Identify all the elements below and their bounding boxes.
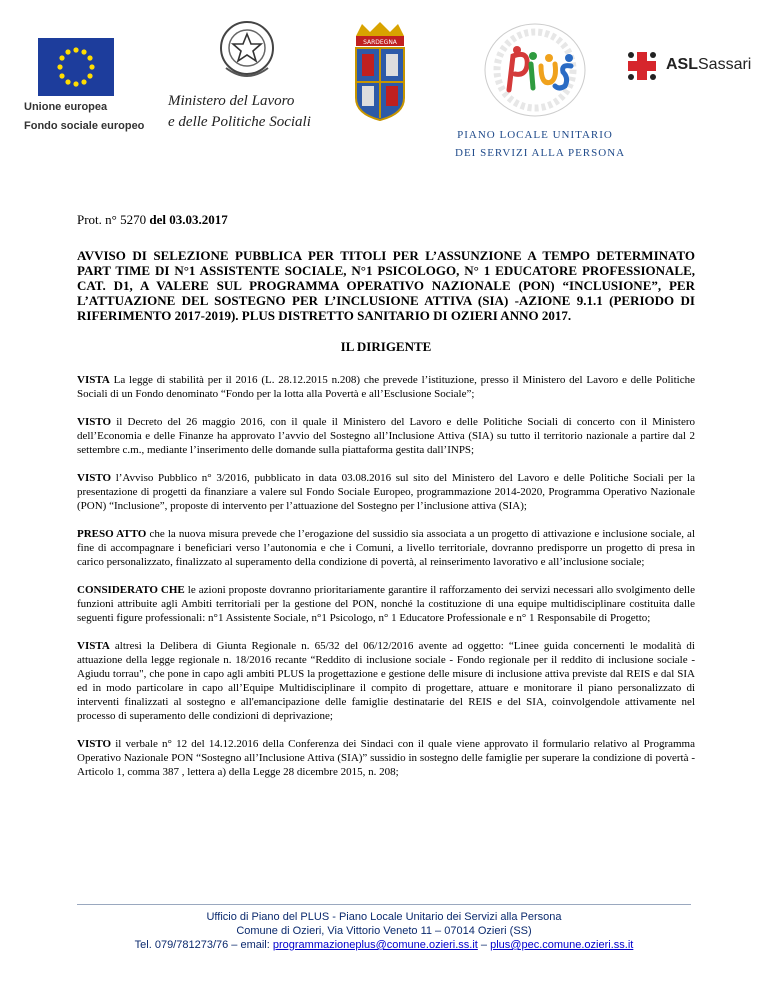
- protocol-line: [77, 212, 695, 228]
- footer-contacts: [0, 938, 768, 952]
- paragraph-text: La legge di stabilità per il 2016 (L. 28.12.2015 n.208) che prevede l’istituzione, presso il Ministero del Lavoro e delle Politiche Sociali di un Fondo denominato “Fondo per la lotta alla Povertà e all’Esclusione Sociale”;: [77, 374, 695, 400]
- italian-emblem-icon: [214, 14, 280, 84]
- document-title: AVVISO DI SELEZIONE PUBBLICA PER TITOLI PER L’ASSUNZIONE A TEMPO DETERMINATO PART TIME DI N°1 ASSISTENTE SOCIALE, N°1 PSICOLOGO, N° 1 EDUCATORE PROFESSIONALE, CAT. D1, A VALERE SUL PROGRAMMA OPERATIVO NAZIONALE (PON) “INCLUSIONE”, PER L’ATTUAZIONE DEL SOSTEGNO PER L’INCLUSIONE ATTIVA (SIA) -AZIONE 9.1.1 (PERIODO DI RIFERIMENTO 2017-2019). PLUS DISTRETTO SANITARIO DI OZIERI ANNO 2017.: [77, 248, 695, 323]
- document-body: [77, 212, 695, 793]
- email-link-pec[interactable]: plus@pec.comune.ozieri.ss.it: [490, 939, 634, 951]
- section-heading: IL DIRIGENTE: [340, 339, 432, 354]
- paragraph-text: altresì la Delibera di Giunta Regionale n. 65/32 del 06/12/2016 avente ad oggetto: “Linee guida concernenti le modalità di attuazione della legge regionale n. 18/2016 recante “Reddito di inclusione sociale - Fondo regionale per il reddito di inclusione sociale - Agiudu torrau", che pone in capo agli ambiti PLUS la progettazione e gestione delle misure di inclusione attiva previste dal REIS e dal SIA ed in modo particolare in capo all’Equipe Multidisciplinare il compito di progettare, attuare e monitorare il piano personalizzato di interventi finalizzati al sostegno e all'emancipazione delle famiglie destinatarie del REIS e del SIA, coinvolgendole attivamente nel processo di superamento delle condizioni di deprivazione;: [77, 640, 695, 722]
- footer: [0, 910, 768, 952]
- paragraph-lead: CONSIDERATO CHE: [77, 584, 185, 596]
- ministry-name-line1: Ministero del Lavoro: [168, 93, 295, 109]
- asl-sassari-logo: [624, 50, 754, 82]
- footer-separator: –: [480, 939, 488, 951]
- email-link-programmazione[interactable]: programmazioneplus@comune.ozieri.ss.it: [272, 939, 478, 951]
- paragraph-text: che la nuova misura prevede che l’erogazione del sussidio sia associata a un progetto di attivazione e inclusione sociale, al fine di accompagnare i beneficiari verso l’autonomia e che i Comuni, a livello territoriale, dovranno predisporre un progetto di presa in carico personalizzato, finalizzato al superamento della condizione di povertà, al reinserimento lavorativo e all’inclusione sociale;: [77, 528, 695, 568]
- footer-office: Ufficio di Piano del PLUS - Piano Locale Unitario dei Servizi alla Persona: [206, 911, 562, 923]
- plus-emblem-icon: [455, 20, 615, 120]
- plus-caption-line2: DEI SERVIZI ALLA PERSONA: [455, 147, 626, 159]
- letterhead: [0, 0, 768, 165]
- paragraph-text: l’Avviso Pubblico n° 3/2016, pubblicato in data 03.08.2016 sul sito del Ministero del Lavoro e delle Politiche Sociali per la presentazione di progetti da finanziare a valere sul Fondo Sociale Europeo, programmazione 2014-2020, Programma Operativo Nazionale (PON) “Inclusione”, proposte di intervento per l’attuazione del Sostegno per l’inclusione attiva (SIA);: [77, 472, 695, 512]
- paragraph-lead: VISTO: [77, 738, 112, 750]
- ministry-name-line2: e delle Politiche Sociali: [168, 114, 311, 130]
- asl-name-bold: ASL: [666, 56, 698, 73]
- paragraph-text: il Decreto del 26 maggio 2016, con il quale il Ministero del Lavoro e delle Politiche Sociali di concerto con il Ministero dell’Economia e delle Finanze ha approvato l’avvio del Sostegno all’Inclusione Attiva (SIA) su tutto il territorio nazionale a partire dal 2 settembre c.m., mediante l’inserimento delle domande sulla piattaforma gestita dall’INPS;: [77, 416, 695, 456]
- paragraph: [77, 373, 695, 401]
- crown-label: SARDEGNA: [363, 39, 397, 46]
- paragraph-lead: PRESO ATTO: [77, 528, 147, 540]
- paragraph-lead: VISTA: [77, 374, 110, 386]
- paragraph-lead: VISTA: [77, 640, 110, 652]
- asl-name-rest: Sassari: [698, 56, 752, 73]
- paragraph: [77, 639, 695, 723]
- eu-caption-line1: Unione europea: [24, 101, 108, 113]
- sardinia-coat-of-arms-icon: [350, 22, 410, 122]
- footer-address: Comune di Ozieri, Via Vittorio Veneto 11 – 07014 Ozieri (SS): [236, 925, 532, 937]
- paragraph: [77, 527, 695, 569]
- paragraph-lead: VISTO: [77, 416, 112, 428]
- eu-logo: [24, 38, 152, 134]
- paragraph-lead: VISTO: [77, 472, 112, 484]
- paragraph-text: le azioni proposte dovranno prioritariamente garantire il rafforzamento dei servizi necessari allo svolgimento delle funzioni attribuite agli Ambiti territoriali per la gestione del PON, nonché la costituzione di una equipe multidisciplinare costituita dalle seguenti figure professionali: n°1 Assistente Sociale, n°1 Psicologo, n° 1 Educatore Professionale e n° 1 Responsabile di Progetto;: [77, 584, 695, 624]
- ministry-logo: [168, 14, 338, 131]
- paragraph-text: il verbale n° 12 del 14.12.2016 della Conferenza dei Sindaci con il quale viene approvato il formulario relativo al Programma Operativo Nazionale PON “Sostegno all’Inclusione Attiva (SIA)” sussidio in sostegno delle famiglie per superare la condizione di povertà - Articolo 1, comma 387 , lettera a) della Legge 28 dicembre 2015, n. 208;: [77, 738, 695, 778]
- protocol-number: Prot. n° 5270: [77, 212, 147, 227]
- asl-cross-icon: [624, 50, 660, 82]
- asl-name: [666, 56, 751, 74]
- paragraph: [77, 415, 695, 457]
- plus-logo: [455, 20, 626, 161]
- protocol-date: del 03.03.2017: [149, 212, 228, 227]
- paragraph: [77, 471, 695, 513]
- footer-divider: [77, 904, 691, 905]
- paragraph: [77, 737, 695, 779]
- eu-flag-icon: [38, 38, 114, 96]
- footer-tel: Tel. 079/781273/76 – email:: [134, 939, 270, 951]
- paragraph: [77, 583, 695, 625]
- eu-caption-line2: Fondo sociale europeo: [24, 120, 145, 132]
- plus-caption-line1: PIANO LOCALE UNITARIO: [457, 129, 613, 141]
